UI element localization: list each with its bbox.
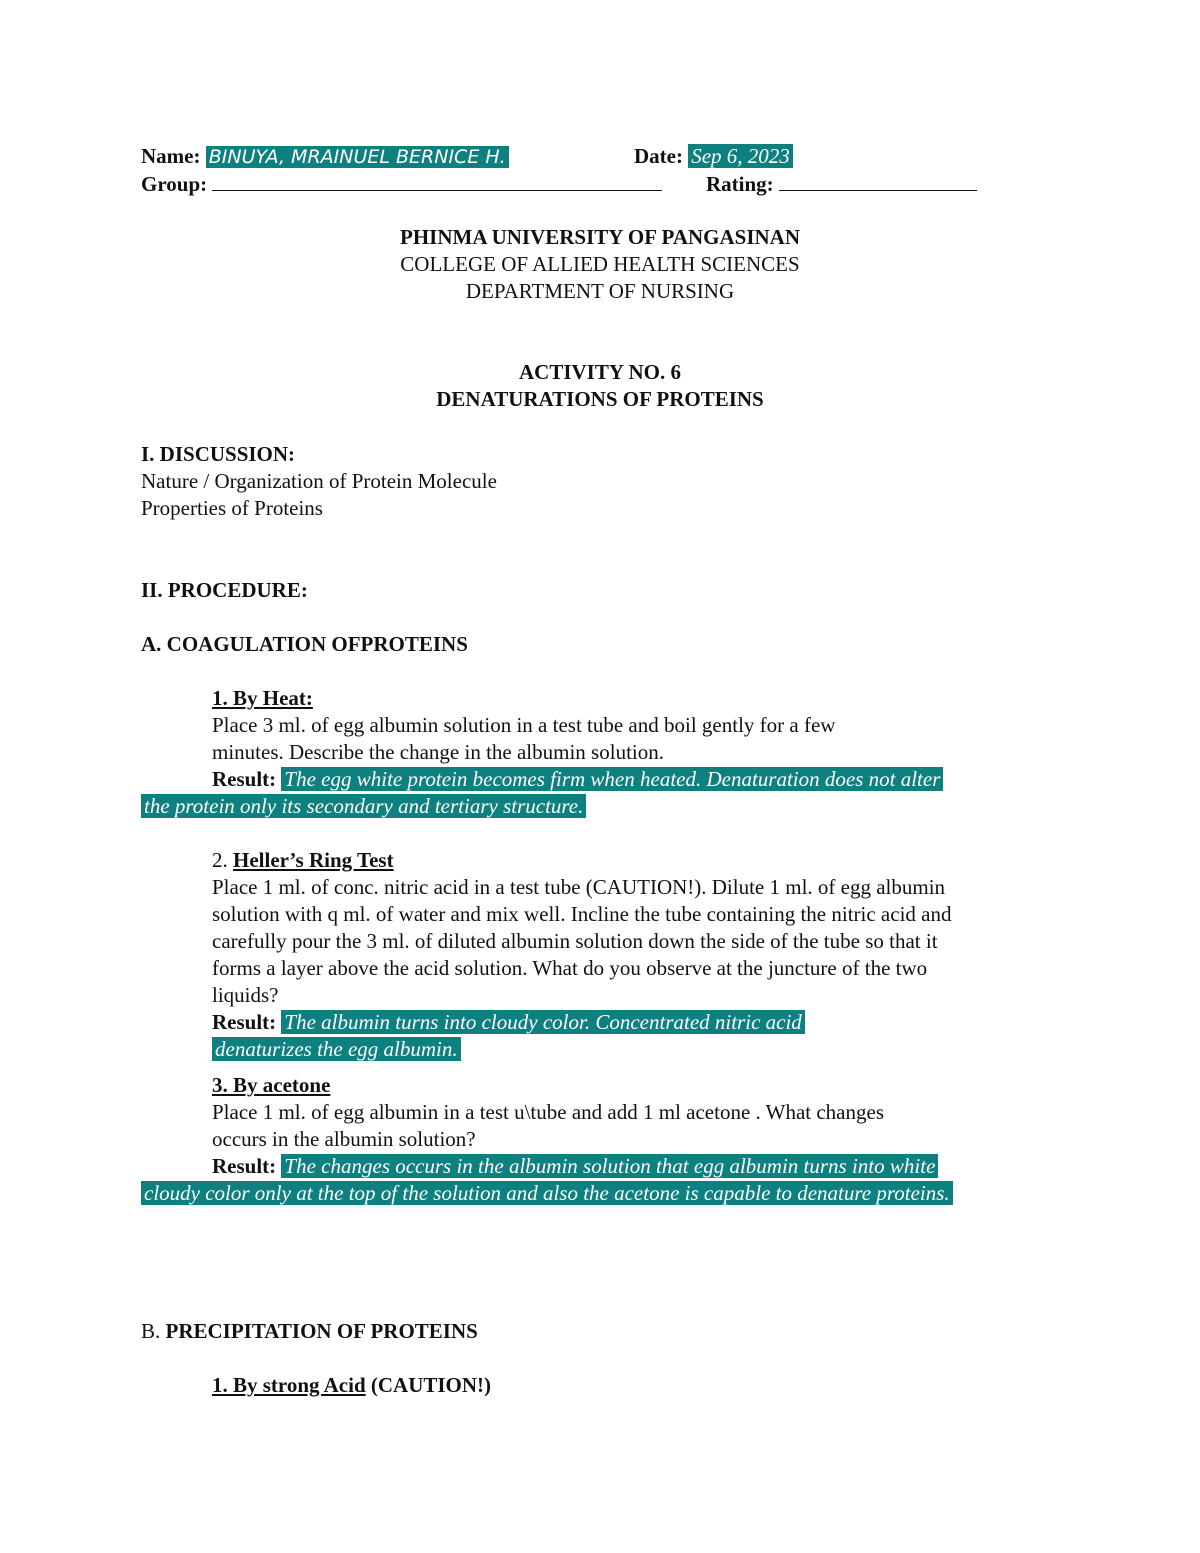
acetone-title: 3. By acetone xyxy=(212,1073,331,1097)
heller-number: 2. xyxy=(212,848,228,872)
date-row xyxy=(634,143,793,170)
heller-result-label: Result: xyxy=(212,1010,277,1034)
activity-number: ACTIVITY NO. 6 xyxy=(519,360,681,384)
acetone-result-text[interactable]: cloudy color only at the top of the solution and also the acetone is capable to denature proteins. xyxy=(141,1181,953,1205)
discussion-item: Nature / Organization of Protein Molecule xyxy=(141,469,497,493)
acetone-result-text[interactable]: The changes occurs in the albumin solution that egg albumin turns into white xyxy=(281,1154,938,1178)
heat-instruction-line: minutes. Describe the change in the albumin solution. xyxy=(212,740,664,764)
heat-title: 1. By Heat: xyxy=(212,686,313,710)
heller-result-text[interactable]: denaturizes the egg albumin. xyxy=(212,1037,461,1061)
strong-acid-title: 1. By strong Acid xyxy=(212,1373,366,1397)
heat-result-label: Result: xyxy=(212,767,277,791)
heller-result-row xyxy=(212,1009,805,1036)
date-label: Date: xyxy=(634,144,683,168)
section-a-heading: A. COAGULATION OFPROTEINS xyxy=(141,632,468,656)
heat-result-row xyxy=(212,766,943,793)
discussion-heading: I. DISCUSSION: xyxy=(141,442,296,466)
acetone-instruction-line: Place 1 ml. of egg albumin in a test u\tube and add 1 ml acetone . What changes xyxy=(212,1100,884,1124)
heat-result-row xyxy=(141,793,586,820)
acetone-result-label: Result: xyxy=(212,1154,277,1178)
rating-row xyxy=(706,170,977,198)
heller-result-row xyxy=(212,1036,461,1063)
date-value[interactable]: Sep 6, 2023 xyxy=(688,144,793,168)
acetone-instruction-line: occurs in the albumin solution? xyxy=(212,1127,476,1151)
procedure-heading: II. PROCEDURE: xyxy=(141,578,308,602)
section-b-letter: B. xyxy=(141,1319,161,1343)
activity-title: DENATURATIONS OF PROTEINS xyxy=(436,387,764,411)
heller-instruction-line: liquids? xyxy=(212,983,279,1007)
heller-instruction-line: solution with q ml. of water and mix well. Incline the tube containing the nitric acid and xyxy=(212,902,952,926)
acetone-result-row xyxy=(141,1180,953,1207)
heller-instruction-line: forms a layer above the acid solution. What do you observe at the juncture of the two xyxy=(212,956,928,980)
heller-title: Heller’s Ring Test xyxy=(233,848,394,872)
heller-instruction-line: carefully pour the 3 ml. of diluted albumin solution down the side of the tube so that it xyxy=(212,929,938,953)
group-row xyxy=(141,170,662,198)
section-b-title: PRECIPITATION OF PROTEINS xyxy=(165,1319,478,1343)
university-name: PHINMA UNIVERSITY OF PANGASINAN xyxy=(400,225,800,249)
heat-instruction-line: Place 3 ml. of egg albumin solution in a test tube and boil gently for a few xyxy=(212,713,836,737)
rating-label: Rating: xyxy=(706,172,774,196)
group-label: Group: xyxy=(141,172,208,196)
section-b-heading xyxy=(141,1318,478,1345)
heller-result-text[interactable]: The albumin turns into cloudy color. Concentrated nitric acid xyxy=(281,1010,804,1034)
name-row xyxy=(141,143,509,171)
rating-field[interactable] xyxy=(779,170,977,191)
discussion-item: Properties of Proteins xyxy=(141,496,323,520)
college-name: COLLEGE OF ALLIED HEALTH SCIENCES xyxy=(400,252,800,276)
heat-result-text[interactable]: the protein only its secondary and tertiary structure. xyxy=(141,794,586,818)
name-label: Name: xyxy=(141,144,201,168)
heller-title-row xyxy=(212,847,394,874)
strong-acid-row xyxy=(212,1372,491,1399)
heller-instruction-line: Place 1 ml. of conc. nitric acid in a test tube (CAUTION!). Dilute 1 ml. of egg albumin xyxy=(212,875,946,899)
department-name: DEPARTMENT OF NURSING xyxy=(465,279,735,303)
heat-result-text[interactable]: The egg white protein becomes firm when heated. Denaturation does not alter xyxy=(281,767,943,791)
acetone-result-row xyxy=(212,1153,938,1180)
group-field[interactable] xyxy=(212,170,662,191)
strong-acid-caution: (CAUTION!) xyxy=(370,1373,492,1397)
name-value[interactable]: BINUYA, MRAINUEL BERNICE H. xyxy=(206,146,509,168)
